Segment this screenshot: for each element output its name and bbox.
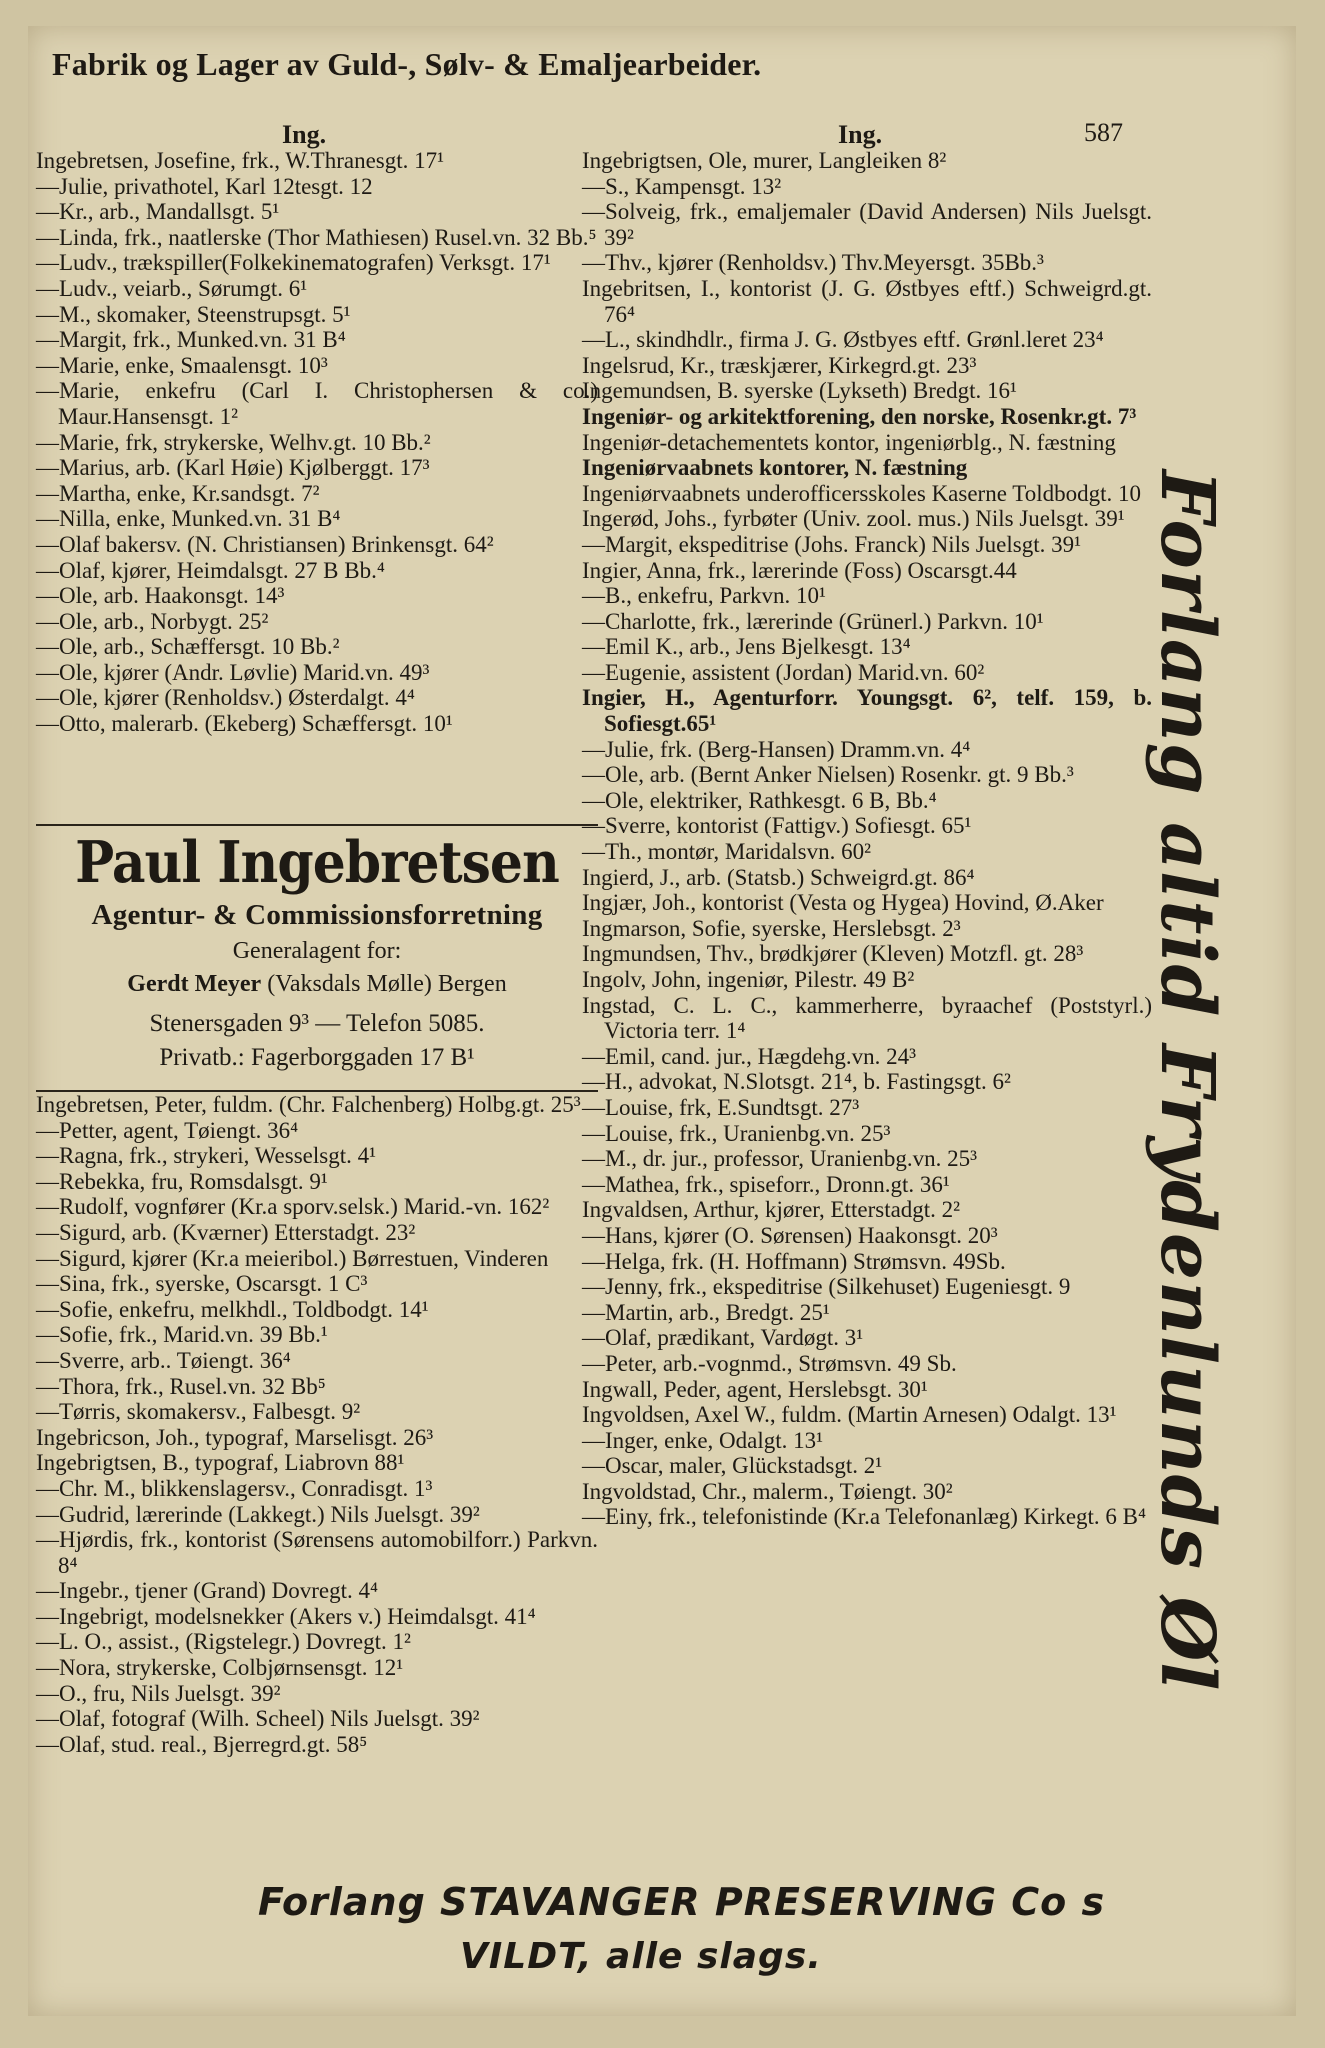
right-column-heading: Ing. xyxy=(838,120,883,149)
directory-entry: —Olaf, fotograf (Wilh. Scheel) Nils Juelsgt. 39² xyxy=(36,1706,480,1732)
directory-entry: Ingolv, John, ingeniør, Pilestr. 49 B² xyxy=(582,967,915,992)
footer-ad-line-2: VILDT, alle slags. xyxy=(460,1936,822,1977)
directory-entry: Ingemundsen, B. syerske (Lykseth) Bredgt. 16¹ xyxy=(582,378,1017,404)
directory-entry: Ingebrigtsen, Ole, murer, Langleiken 8² xyxy=(582,148,947,173)
directory-entry: —Margit, ekspeditrise (Johs. Franck) Nils Juelsgt. 39¹ xyxy=(582,531,1082,557)
directory-entry: —Olaf, prædikant, Vardøgt. 3¹ xyxy=(582,1325,864,1351)
directory-entry: Ingeniørvaabnets kontorer, N. fæstning xyxy=(582,455,968,481)
directory-entry: —Ole, arb., Schæffersgt. 10 Bb.² xyxy=(36,634,340,660)
directory-entry: —Hans, kjører (O. Sørensen) Haakonsgt. 20³ xyxy=(582,1222,998,1248)
directory-entry: —L. O., assist., (Rigstelegr.) Dovregt. 1² xyxy=(36,1629,411,1655)
directory-entry: —Julie, privathotel, Karl 12tesgt. 12 xyxy=(36,173,373,199)
directory-entry: —Oscar, maler, Glückstadsgt. 2¹ xyxy=(582,1453,883,1479)
directory-entry: —Ingebr., tjener (Grand) Dovregt. 4⁴ xyxy=(36,1578,379,1604)
directory-entry: —Emil K., arb., Jens Bjelkesgt. 13⁴ xyxy=(582,634,911,660)
left-column-bottom xyxy=(36,1092,598,1757)
directory-entry: —Sverre, arb.. Tøiengt. 36⁴ xyxy=(36,1347,291,1373)
directory-entry: —Ole, arb. (Bernt Anker Nielsen) Rosenkr. gt. 9 Bb.³ xyxy=(582,762,1074,788)
directory-entry: —Ragna, frk., strykeri, Wesselsgt. 4¹ xyxy=(36,1143,376,1169)
directory-entry: —Emil, cand. jur., Hægdehg.vn. 24³ xyxy=(582,1043,916,1069)
directory-entry: —Nilla, enke, Munked.vn. 31 B⁴ xyxy=(36,506,341,532)
directory-entry: —Chr. M., blikkenslagersv., Conradisgt. 1³ xyxy=(36,1475,433,1501)
directory-entry: Ingjær, Joh., kontorist (Vesta og Hygea) Hovind, Ø.Aker xyxy=(582,890,1104,916)
directory-entry: —Ingebrigt, modelsnekker (Akers v.) Heimdalsgt. 41⁴ xyxy=(36,1603,536,1629)
ad-line-2-bold: Gerdt Meyer xyxy=(127,971,262,997)
directory-entry: —Charlotte, frk., lærerinde (Grünerl.) Parkvn. 10¹ xyxy=(582,608,1044,634)
directory-entry: Ingvoldsen, Axel W., fuldm. (Martin Arnesen) Odalgt. 13¹ xyxy=(582,1402,1117,1428)
directory-entry: —Louise, frk., Uranienbg.vn. 25³ xyxy=(582,1120,891,1146)
directory-entry: —B., enkefru, Parkvn. 10¹ xyxy=(582,583,826,609)
directory-entry: —Ole, kjører (Andr. Løvlie) Marid.vn. 49³ xyxy=(36,659,430,685)
directory-entry: Ingmarson, Sofie, syerske, Herslebsgt. 2³ xyxy=(582,915,961,941)
directory-entry: —Thv., kjører (Renholdsv.) Thv.Meyersgt. 35Bb.³ xyxy=(582,250,1044,276)
directory-entry: —Thora, frk., Rusel.vn. 32 Bb⁵ xyxy=(36,1373,326,1399)
directory-entry: —H., advokat, N.Slotsgt. 21⁴, b. Fastingsgt. 6² xyxy=(582,1069,1011,1095)
ad-business: Agentur- & Commissionsforretning xyxy=(91,899,543,931)
ad-line-2 xyxy=(36,971,598,998)
directory-entry: —Ole, kjører (Renholdsv.) Østerdalgt. 4⁴ xyxy=(36,685,415,711)
directory-entry: —Ludv., veiarb., Sørumgt. 6¹ xyxy=(36,275,308,301)
directory-entry: —Olaf bakersv. (N. Christiansen) Brinkensgt. 64² xyxy=(36,531,494,557)
directory-entry: —Sigurd, kjører (Kr.a meieribol.) Børrestuen, Vinderen xyxy=(36,1245,549,1271)
directory-entry: —Peter, arb.-vognmd., Strømsvn. 49 Sb. xyxy=(582,1350,957,1376)
directory-entry: —Ole, arb., Norbygt. 25² xyxy=(36,608,269,634)
directory-entry: —Ole, elektriker, Rathkesgt. 6 B, Bb.⁴ xyxy=(582,787,937,813)
directory-entry: —Tørris, skomakersv., Falbesgt. 9² xyxy=(36,1399,361,1425)
directory-entry: —Hjørdis, frk., kontorist (Sørensens automobilforr.) Parkvn. 8⁴ xyxy=(36,1527,598,1578)
directory-entry: —Marie, enkefru (Carl I. Christophersen & co.) Maur.Hansensgt. 1² xyxy=(36,378,598,429)
ad-name: Paul Ingebretsen xyxy=(75,828,559,897)
directory-entry: Ingier, H., Agenturforr. Youngsgt. 6², telf. 159, b. Sofiesgt.65¹ xyxy=(582,685,1152,737)
ad-line-4: Privatb.: Fagerborggaden 17 B¹ xyxy=(159,1044,475,1071)
directory-entry: —Inger, enke, Odalgt. 13¹ xyxy=(582,1427,824,1453)
directory-entry: —Martin, arb., Bredgt. 25¹ xyxy=(582,1299,830,1325)
directory-entry: Ingeniørvaabnets underofficersskoles Kaserne Toldbodgt. 10 xyxy=(582,480,1141,506)
directory-entry: —Sofie, enkefru, melkhdl., Toldbodgt. 14¹ xyxy=(36,1296,429,1322)
directory-entry: —Olaf, kjører, Heimdalsgt. 27 B Bb.⁴ xyxy=(36,557,385,583)
directory-entry: Ingeniør-detachementets kontor, ingeniørblg., N. fæstning xyxy=(582,429,1116,455)
directory-entry: Ingierd, J., arb. (Statsb.) Schweigrd.gt. 86⁴ xyxy=(582,864,975,890)
directory-entry: —Jenny, frk., ekspeditrise (Silkehuset) Eugeniesgt. 9 xyxy=(582,1274,1071,1300)
page-number: 587 xyxy=(1084,118,1123,147)
directory-entry: —Sigurd, arb. (Kværner) Etterstadgt. 23² xyxy=(36,1219,416,1245)
directory-entry: —Ludv., trækspiller(Folkekinematografen) Verksgt. 17¹ xyxy=(36,250,551,276)
directory-entry: —M., skomaker, Steenstrupsgt. 5¹ xyxy=(36,301,351,327)
left-column-top xyxy=(36,148,598,737)
directory-entry: —Nora, strykerske, Colbjørnsensgt. 12¹ xyxy=(36,1655,404,1681)
directory-entry: —Einy, frk., telefonistinde (Kr.a Telefonanlæg) Kirkegt. 6 B⁴ xyxy=(582,1504,1147,1530)
ad-line-1: Generalagent for: xyxy=(232,938,402,964)
side-advertisement xyxy=(1140,470,1270,1692)
directory-entry: Ingvoldstad, Chr., malerm., Tøiengt. 30² xyxy=(582,1478,953,1504)
directory-entry: —Gudrid, lærerinde (Lakkegt.) Nils Juelsgt. 39² xyxy=(36,1501,480,1527)
directory-entry: —Th., montør, Maridalsvn. 60² xyxy=(582,839,871,865)
directory-entry: —Rebekka, fru, Romsdalsgt. 9¹ xyxy=(36,1168,328,1194)
directory-entry: —Marie, enke, Smaalensgt. 10³ xyxy=(36,352,328,378)
directory-entry: —Olaf, stud. real., Bjerregrd.gt. 58⁵ xyxy=(36,1731,368,1757)
directory-entry: —Marie, frk, strykerske, Welhv.gt. 10 Bb.² xyxy=(36,429,431,455)
directory-entry: —Julie, frk. (Berg-Hansen) Dramm.vn. 4⁴ xyxy=(582,736,971,762)
directory-entry: Ingeniør- og arkitektforening, den norske, Rosenkr.gt. 7³ xyxy=(582,403,1137,429)
directory-entry: Ingebretsen, Josefine, frk., W.Thranesgt. 17¹ xyxy=(36,148,445,173)
right-column xyxy=(582,148,1152,1530)
directory-entry: Ingebricson, Joh., typograf, Marselisgt. 26³ xyxy=(36,1424,434,1450)
directory-entry: Ingwall, Peder, agent, Herslebsgt. 30¹ xyxy=(582,1376,928,1402)
page-header-title: Fabrik og Lager av Guld-, Sølv- & Emaljearbeider. xyxy=(52,46,762,82)
directory-entry: Ingebrigtsen, B., typograf, Liabrovn 88¹ xyxy=(36,1450,405,1476)
directory-entry: Ingerød, Johs., fyrbøter (Univ. zool. mus.) Nils Juelsgt. 39¹ xyxy=(582,506,1125,532)
directory-entry: —Louise, frk, E.Sundtsgt. 27³ xyxy=(582,1094,860,1120)
ad-line-2-rest: (Vaksdals Mølle) Bergen xyxy=(267,971,507,997)
directory-entry: —Marius, arb. (Karl Høie) Kjølberggt. 17³ xyxy=(36,455,430,481)
directory-entry: Ingier, Anna, frk., lærerinde (Foss) Oscarsgt.44 xyxy=(582,557,1017,583)
left-column-heading: Ing. xyxy=(282,120,327,149)
directory-entry: —Petter, agent, Tøiengt. 36⁴ xyxy=(36,1117,299,1143)
directory-entry: —Sina, frk., syerske, Oscarsgt. 1 C³ xyxy=(36,1271,368,1297)
directory-entry: Ingelsrud, Kr., træskjærer, Kirkegrd.gt. 23³ xyxy=(582,352,977,378)
directory-entry: —Otto, malerarb. (Ekeberg) Schæffersgt. 10¹ xyxy=(36,711,453,737)
directory-entry: —Helga, frk. (H. Hoffmann) Strømsvn. 49Sb. xyxy=(582,1248,1006,1274)
paul-ingebretsen-ad xyxy=(36,826,598,1088)
directory-entry: —Sverre, kontorist (Fattigv.) Sofiesgt. 65¹ xyxy=(582,813,972,839)
directory-entry: Ingebretsen, Peter, fuldm. (Chr. Falchenberg) Holbg.gt. 25³ xyxy=(36,1092,581,1117)
directory-entry: —Margit, frk., Munked.vn. 31 B⁴ xyxy=(36,327,346,353)
directory-entry: —Linda, frk., naatlerske (Thor Mathiesen) Rusel.vn. 32 Bb.⁵ xyxy=(36,224,597,250)
footer-ad-line-1: Forlang STAVANGER PRESERVING Co s xyxy=(258,1880,1106,1924)
ad-line-3: Stenersgaden 9³ — Telefon 5085. xyxy=(149,1010,485,1037)
directory-entry: Ingstad, C. L. C., kammerherre, byraachef (Poststyrl.) Victoria terr. 1⁴ xyxy=(582,992,1152,1044)
directory-entry: —Solveig, frk., emaljemaler (David Andersen) Nils Juelsgt. 39² xyxy=(582,199,1152,250)
directory-entry: —Sofie, frk., Marid.vn. 39 Bb.¹ xyxy=(36,1322,328,1348)
directory-entry: Ingvaldsen, Arthur, kjører, Etterstadgt. 2² xyxy=(582,1197,961,1223)
directory-entry: —S., Kampensgt. 13² xyxy=(582,173,782,199)
directory-entry: —Mathea, frk., spiseforr., Dronn.gt. 36¹ xyxy=(582,1171,950,1197)
directory-entry: —L., skindhdlr., firma J. G. Østbyes eftf. Grønl.leret 23⁴ xyxy=(582,327,1104,353)
directory-entry: —Ole, arb. Haakonsgt. 14³ xyxy=(36,583,285,609)
directory-entry: Ingebritsen, I., kontorist (J. G. Østbyes eftf.) Schweigrd.gt. 76⁴ xyxy=(582,275,1152,327)
directory-entry: —Kr., arb., Mandallsgt. 5¹ xyxy=(36,199,280,225)
directory-entry: —Eugenie, assistent (Jordan) Marid.vn. 60² xyxy=(582,659,985,685)
directory-entry: —O., fru, Nils Juelsgt. 39² xyxy=(36,1680,281,1706)
side-ad-text: Forlang altid Frydenlunds Øl xyxy=(1144,470,1230,1692)
directory-entry: Ingmundsen, Thv., brødkjører (Kleven) Motzfl. gt. 28³ xyxy=(582,941,1084,967)
directory-entry: —M., dr. jur., professor, Uranienbg.vn. 25³ xyxy=(582,1146,978,1172)
directory-entry: —Martha, enke, Kr.sandsgt. 7² xyxy=(36,480,320,506)
directory-entry: —Rudolf, vognfører (Kr.a sporv.selsk.) Marid.-vn. 162² xyxy=(36,1194,550,1220)
